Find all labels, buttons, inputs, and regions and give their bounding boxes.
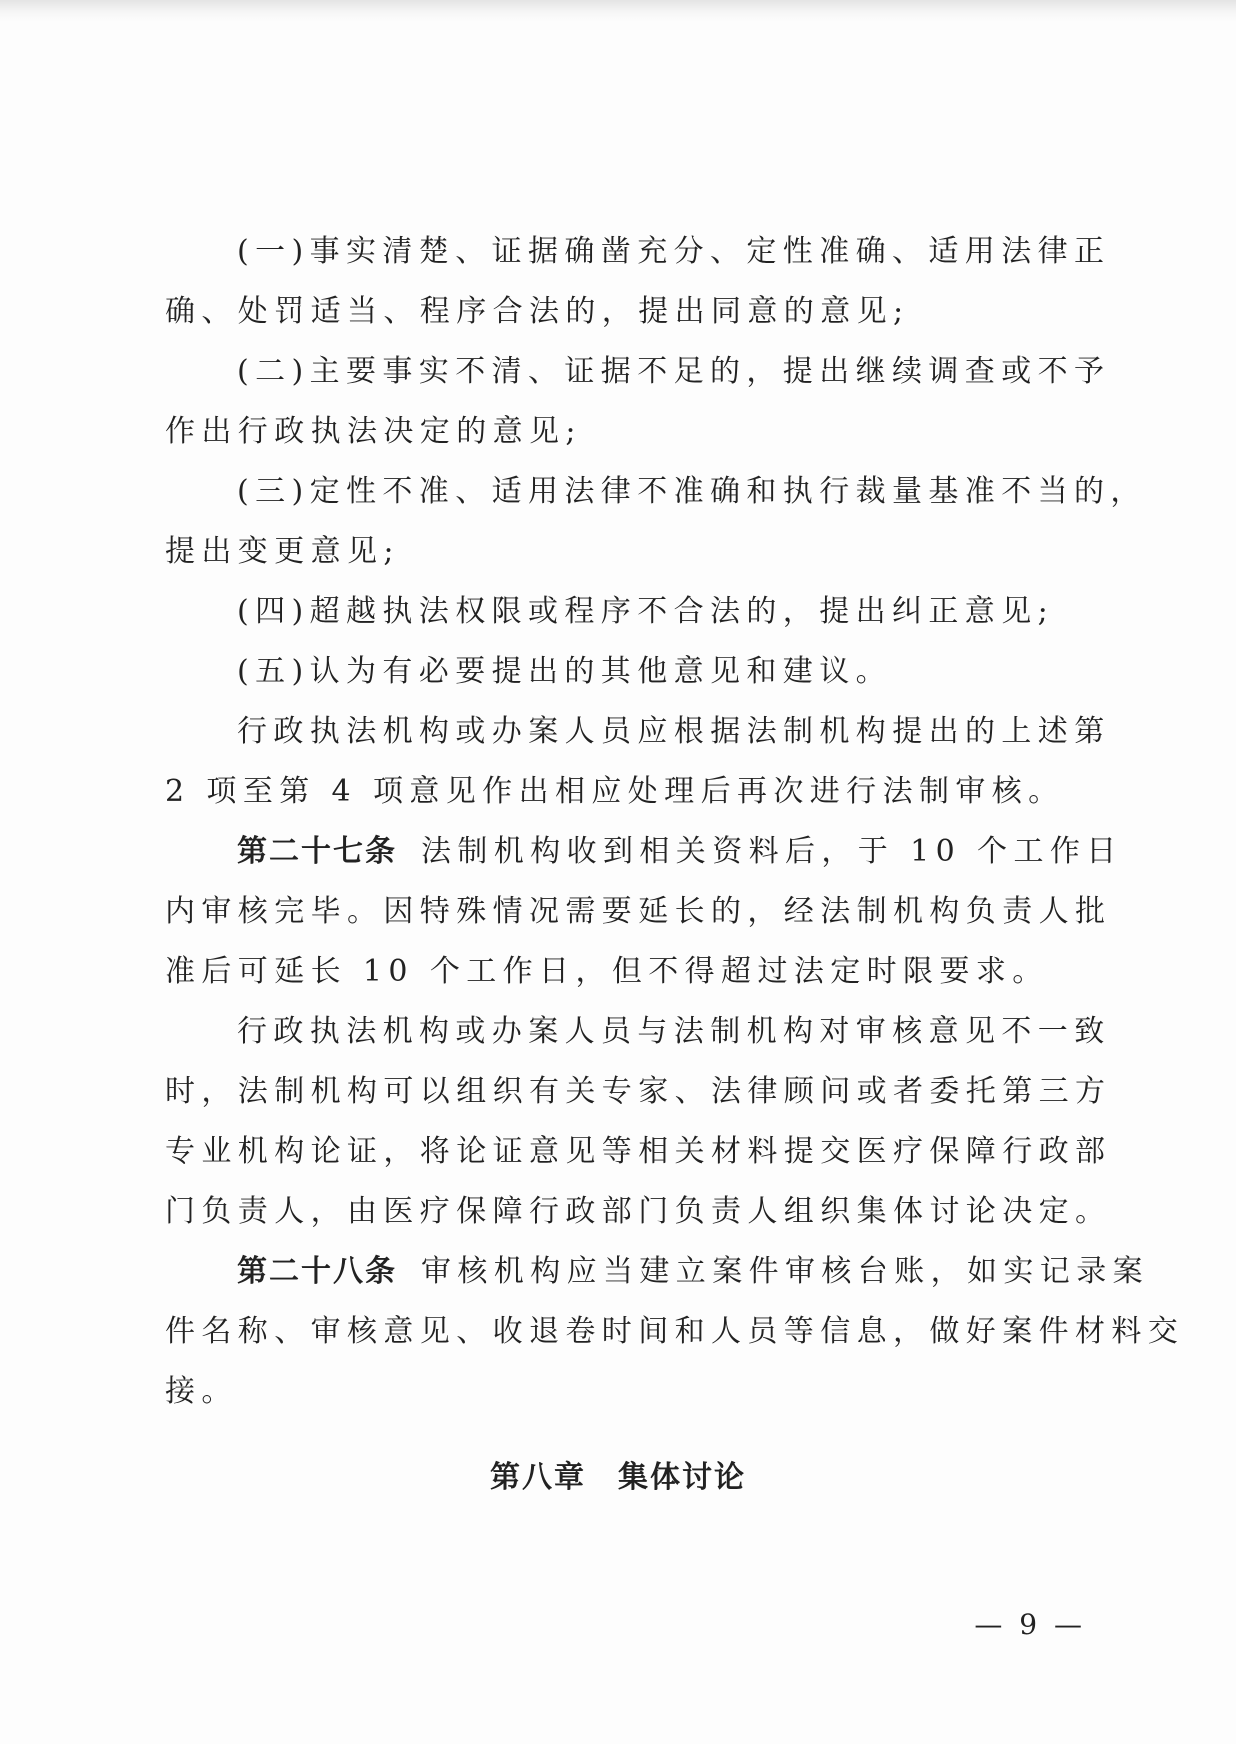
text-line: (二)主要事实不清、证据不足的，提出继续调查或不予 bbox=[237, 354, 1111, 389]
text-line: 作出行政执法决定的意见; bbox=[165, 414, 582, 449]
text-line: 时，法制机构可以组织有关专家、法律顾问或者委托第三方 bbox=[165, 1074, 1112, 1109]
text-line: (一)事实清楚、证据确凿充分、定性准确、适用法律正 bbox=[237, 234, 1111, 269]
article-27-number: 第二十七条 bbox=[237, 834, 397, 869]
text-line: 行政执法机构或办案人员应根据法制机构提出的上述第 bbox=[237, 714, 1111, 749]
text-line: 准后可延长 10 个工作日，但不得超过法定时限要求。 bbox=[165, 954, 1049, 989]
text-line: 专业机构论证，将论证意见等相关材料提交医疗保障行政部 bbox=[165, 1134, 1112, 1169]
text-line: 门负责人，由医疗保障行政部门负责人组织集体讨论决定。 bbox=[165, 1194, 1112, 1229]
text-line: 件名称、审核意见、收退卷时间和人员等信息，做好案件材料交 bbox=[165, 1314, 1185, 1349]
text-line: 确、处罚适当、程序合法的，提出同意的意见; bbox=[165, 294, 910, 329]
text-line: 内审核完毕。因特殊情况需要延长的，经法制机构负责人批 bbox=[165, 894, 1112, 929]
chapter-title: 第八章 集体讨论 bbox=[490, 1460, 746, 1495]
article-28-text: 审核机构应当建立案件审核台账，如实记录案 bbox=[421, 1254, 1149, 1289]
text-line: (三)定性不准、适用法律不准确和执行裁量基准不当的， bbox=[237, 474, 1147, 509]
text-line: 行政执法机构或办案人员与法制机构对审核意见不一致 bbox=[237, 1014, 1111, 1049]
article-27-first-line bbox=[165, 822, 1123, 882]
text-line: 2 项至第 4 项意见作出相应处理后再次进行法制审核。 bbox=[165, 774, 1065, 809]
article-28-number: 第二十八条 bbox=[237, 1254, 397, 1289]
page-number: — 9 — bbox=[974, 1608, 1086, 1641]
article-28-first-line bbox=[165, 1242, 1149, 1302]
body-text bbox=[165, 222, 1185, 1422]
text-line: 提出变更意见; bbox=[165, 534, 400, 569]
text-line: (五)认为有必要提出的其他意见和建议。 bbox=[237, 654, 893, 689]
scan-edge bbox=[0, 0, 1236, 22]
text-line: (四)超越执法权限或程序不合法的，提出纠正意见; bbox=[237, 594, 1055, 629]
article-27-text: 法制机构收到相关资料后，于 10 个工作日 bbox=[421, 834, 1123, 869]
text-line: 接。 bbox=[165, 1374, 238, 1409]
